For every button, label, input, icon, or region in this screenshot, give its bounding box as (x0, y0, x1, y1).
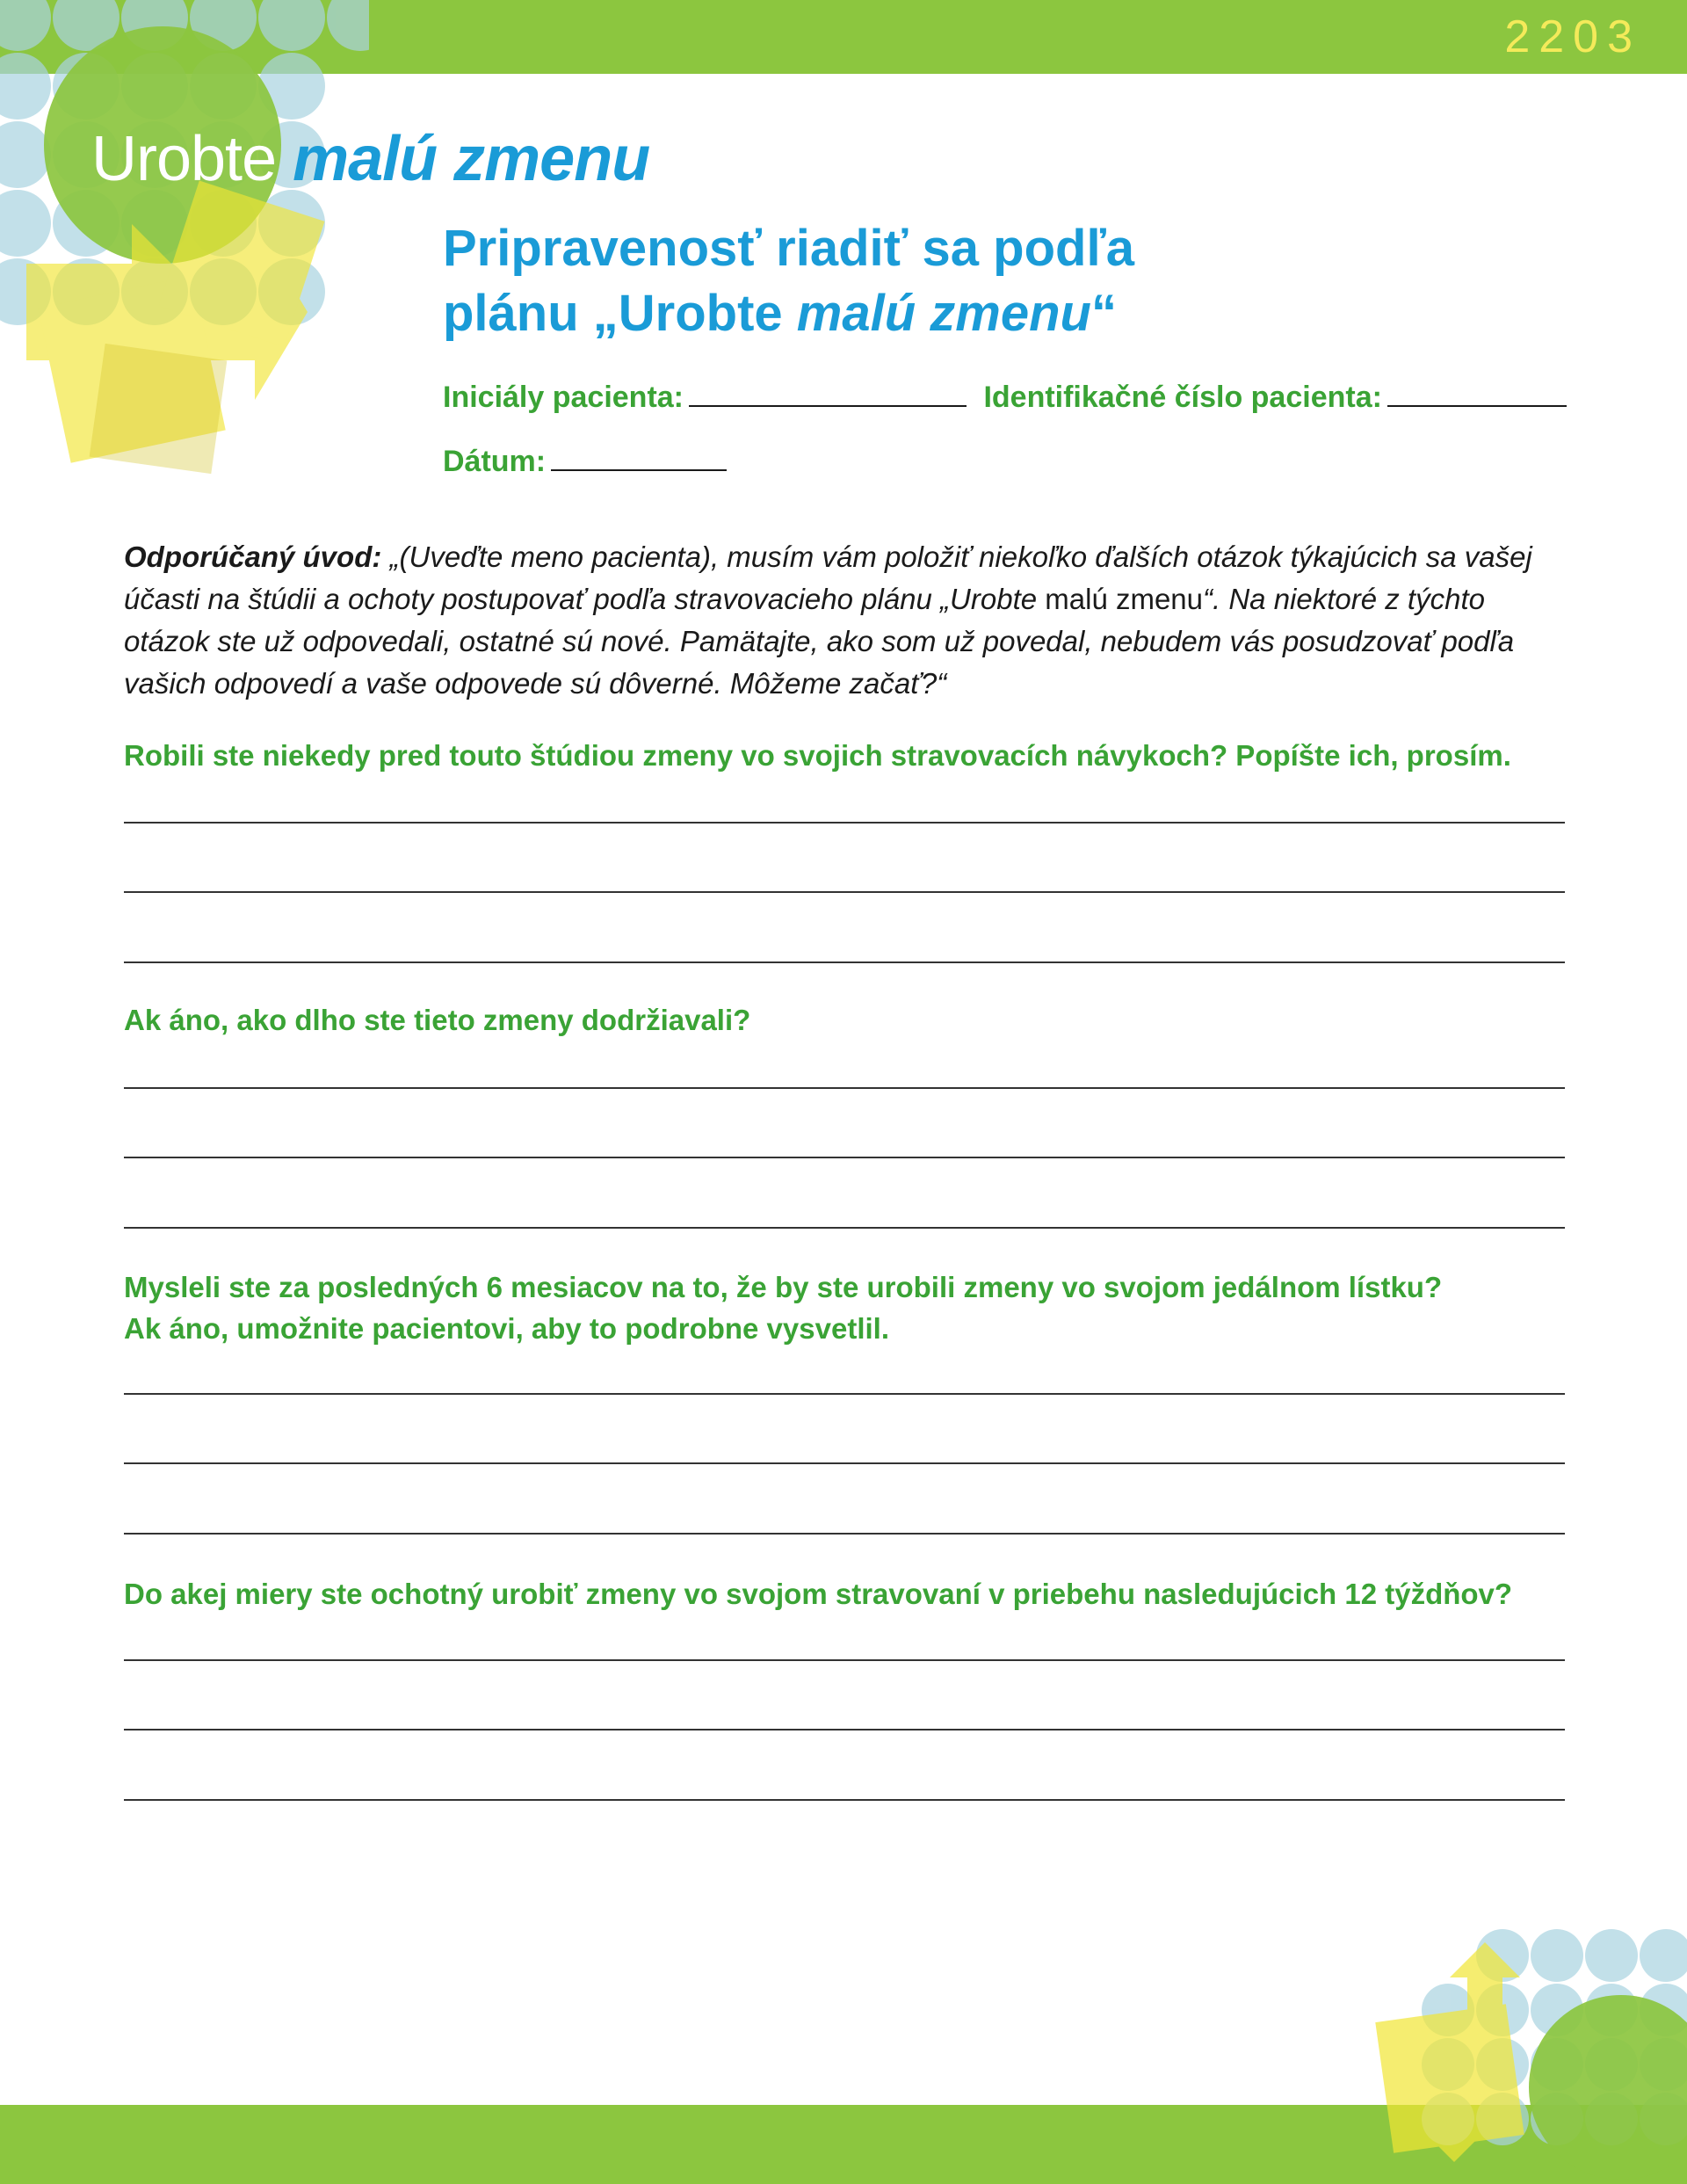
intro-text-part-2: “. Na niektoré z týchto otázok ste už odpovedali, ostatné sú nové. Pamätajte, ako som už povedal, nebudem vás posudzovať podľa vašich odpovedí a vaše odpovede sú dôverné. Môžeme začať?“ (124, 583, 1515, 700)
answer-line-4a[interactable] (124, 1659, 1565, 1661)
answer-line-2c[interactable] (124, 1227, 1565, 1229)
answer-line-1c[interactable] (124, 961, 1565, 963)
patient-id-label: Identifikačné číslo pacienta: (983, 381, 1382, 414)
brand-emphasis-text: malú zmenu (293, 124, 650, 194)
patient-initials-field[interactable] (689, 374, 967, 407)
answer-line-3c[interactable] (124, 1533, 1565, 1535)
patient-initials-label: Iniciály pacienta: (443, 381, 684, 414)
form-number: 2203 (1504, 11, 1641, 62)
answer-line-4b[interactable] (124, 1729, 1565, 1731)
answer-line-2b[interactable] (124, 1157, 1565, 1158)
intro-lead: Odporúčaný úvod: (124, 541, 382, 573)
question-1-text: Robili ste niekedy pred touto štúdiou zmeny vo svojich stravovacích návykoch? Popíšte ich, prosím. (124, 739, 1511, 772)
question-1 (124, 735, 1618, 776)
answer-line-3b[interactable] (124, 1462, 1565, 1464)
answer-line-4c[interactable] (124, 1799, 1565, 1801)
intro-text-part-1: „(Uveďte meno pacienta), musím vám položiť niekoľko ďalších otázok týkajúcich sa vašej účasti na štúdii a ochoty postupovať podľa stravovacieho plánu „Urobte (124, 541, 1532, 615)
date-field[interactable] (551, 438, 727, 471)
brand-heading (91, 123, 649, 195)
title-line-2-suffix: “ (1090, 285, 1117, 342)
title-line-2-emphasis: malú zmenu (796, 285, 1091, 342)
question-4 (124, 1573, 1618, 1614)
title-line-1: Pripravenosť riadiť sa podľa (443, 220, 1135, 277)
brand-plain-text: Urobte (91, 124, 293, 194)
question-3-text-line-1: Mysleli ste za posledných 6 mesiacov na to, že by ste urobili zmeny vo svojom jedálnom lístku? (124, 1271, 1443, 1303)
answer-line-3a[interactable] (124, 1393, 1565, 1395)
decorative-pattern-bottom-right (1366, 1925, 1687, 2184)
title-line-2-prefix: plánu „Urobte (443, 285, 797, 342)
question-2-text: Ak áno, ako dlho ste tieto zmeny dodržiavali? (124, 1004, 751, 1036)
answer-line-1b[interactable] (124, 891, 1565, 893)
patient-fields-row (443, 374, 1567, 417)
answer-line-2a[interactable] (124, 1087, 1565, 1089)
date-field-row (443, 438, 727, 481)
date-label: Dátum: (443, 445, 547, 478)
patient-id-field[interactable] (1387, 374, 1567, 407)
intro-text-plain: malú zmenu (1045, 583, 1204, 615)
question-3 (124, 1266, 1618, 1349)
question-4-text: Do akej miery ste ochotný urobiť zmeny vo svojom stravovaní v priebehu nasledujúcich 12 týždňov? (124, 1578, 1513, 1610)
answer-line-1a[interactable] (124, 822, 1565, 824)
recommended-intro (124, 536, 1565, 705)
page-title (443, 216, 1134, 346)
question-2 (124, 999, 1618, 1041)
question-3-text-line-2: Ak áno, umožnite pacientovi, aby to podrobne vysvetlil. (124, 1312, 889, 1345)
decorative-pattern-top-left (0, 0, 369, 501)
